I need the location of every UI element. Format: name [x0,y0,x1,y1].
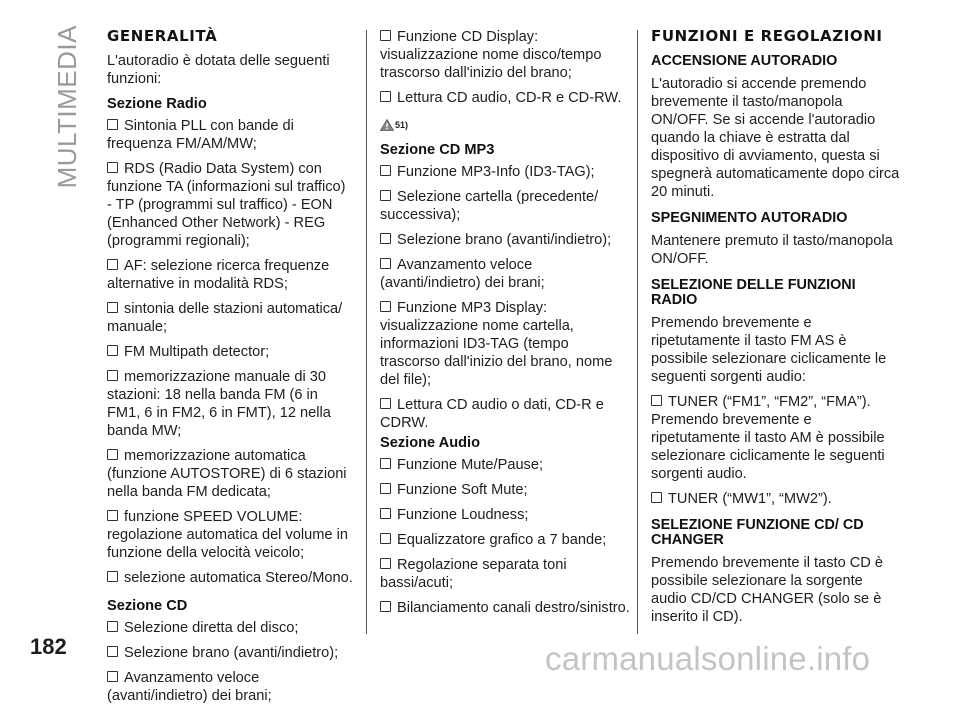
radio-section-title: Sezione Radio [107,96,207,112]
power-off-text: Mantenere premuto il tasto/manopola ON/OFF. [651,233,893,267]
checkbox-bullet-icon [107,449,118,460]
power-on-text: L'autoradio si accende premendo brevemente il tasto/manopola ON/OFF. Se si accende l'autoradio quando la chiave è estratta dal dispositivo di avviamento, questa si spegnerà automaticamente dopo circa 20 minuti. [651,76,900,200]
checkbox-bullet-icon [107,302,118,313]
warning-ref-number: 51) [395,120,409,130]
intro-paragraph: L'autoradio è dotata delle seguenti funzioni: [107,53,330,87]
list-item: Funzione CD Display: visualizzazione nome disco/tempo trascorso dall'inizio del brano; [380,29,602,81]
radio-selection-text: Premendo brevemente e ripetutamente il tasto FM AS è possibile selezionare ciclicamente le seguenti sorgenti audio: [651,315,887,385]
list-item: RDS (Radio Data System) con funzione TA (informazioni sul traffico) - TP (programmi sul traffico) - EON (Enhanced Other Network) - REG (programmi regionali); [107,161,346,249]
checkbox-bullet-icon [107,671,118,682]
list-item: Regolazione separata toni bassi/acuti; [380,557,567,591]
checkbox-bullet-icon [380,30,391,41]
list-item: Funzione Soft Mute; [380,481,630,499]
checkbox-bullet-icon [380,301,391,312]
checkbox-bullet-icon [380,91,391,102]
warning-reference [380,115,630,135]
list-item: Sintonia PLL con bande di frequenza FM/AM/MW; [107,118,294,152]
list-item: Bilanciamento canali destro/sinistro. [380,599,630,617]
checkbox-bullet-icon [380,533,391,544]
column-3 [651,28,901,633]
mp3-section-title: Sezione CD MP3 [380,142,495,158]
checkbox-bullet-icon [107,162,118,173]
checkbox-bullet-icon [107,571,118,582]
list-item: Avanzamento veloce (avanti/indietro) dei brani; [380,257,545,291]
column-2 [380,28,630,624]
warning-triangle-icon [380,119,394,131]
checkbox-bullet-icon [380,508,391,519]
cd-section-title: Sezione CD [107,598,188,614]
list-item: Funzione Loudness; [380,506,630,524]
list-item: Funzione MP3-Info (ID3-TAG); [380,163,630,181]
list-item: TUNER (“MW1”, “MW2”). [651,490,901,508]
list-item: TUNER (“FM1”, “FM2”, “FMA”). [651,393,901,411]
list-item: Selezione cartella (precedente/ successiva); [380,189,599,223]
checkbox-bullet-icon [380,458,391,469]
page-number: 182 [30,634,67,659]
checkbox-bullet-icon [107,621,118,632]
heading-generalita: GENERALITÀ [107,27,218,45]
checkbox-bullet-icon [380,233,391,244]
heading-funzioni-regolazioni: FUNZIONI E REGOLAZIONI [651,27,883,45]
list-item: memorizzazione manuale di 30 stazioni: 18 nella banda FM (6 in FM1, 6 in FM2, 6 in FMT), 12 nella banda MW; [107,369,331,439]
radio-selection-text-am: Premendo brevemente e ripetutamente il tasto AM è possibile selezionare ciclicamente le seguenti sorgenti audio. [651,412,885,482]
list-item: Lettura CD audio o dati, CD-R e CDRW. [380,397,604,431]
checkbox-bullet-icon [107,510,118,521]
checkbox-bullet-icon [107,259,118,270]
list-item: Funzione Mute/Pause; [380,456,630,474]
checkbox-bullet-icon [380,190,391,201]
checkbox-bullet-icon [380,558,391,569]
list-item: FM Multipath detector; [107,343,353,361]
cd-selection-title: SELEZIONE FUNZIONE CD/ CD CHANGER [651,517,864,548]
list-item: Selezione brano (avanti/indietro); [380,231,630,249]
list-item: Selezione brano (avanti/indietro); [107,644,353,662]
list-item: sintonia delle stazioni automatica/ manuale; [107,301,343,335]
checkbox-bullet-icon [651,395,662,406]
list-item: Lettura CD audio, CD-R e CD-RW. [380,89,630,107]
checkbox-bullet-icon [380,601,391,612]
checkbox-bullet-icon [380,398,391,409]
list-item: AF: selezione ricerca frequenze alternative in modalità RDS; [107,258,330,292]
section-side-label: MULTIMEDIA [52,25,82,189]
checkbox-bullet-icon [107,646,118,657]
checkbox-bullet-icon [651,492,662,503]
checkbox-bullet-icon [107,345,118,356]
list-item: Equalizzatore grafico a 7 bande; [380,531,630,549]
power-off-title: SPEGNIMENTO AUTORADIO [651,210,848,226]
cd-selection-text: Premendo brevemente il tasto CD è possibile selezionare la sorgente audio CD/CD CHANGER (solo se è inserito il CD). [651,555,883,625]
list-item: Funzione MP3 Display: visualizzazione nome cartella, informazioni ID3-TAG (tempo trascorso dall'inizio del brano, nome del file); [380,300,613,388]
checkbox-bullet-icon [380,483,391,494]
checkbox-bullet-icon [107,119,118,130]
list-item: Avanzamento veloce (avanti/indietro) dei brani; [107,670,272,704]
checkbox-bullet-icon [380,165,391,176]
column-divider [366,30,367,634]
power-on-title: ACCENSIONE AUTORADIO [651,53,838,69]
column-1 [107,28,353,712]
checkbox-bullet-icon [380,258,391,269]
watermark-text: carmanualsonline.info [545,640,871,677]
list-item: Selezione diretta del disco; [107,619,353,637]
list-item: funzione SPEED VOLUME: regolazione automatica del volume in funzione della velocità veicolo; [107,509,348,561]
checkbox-bullet-icon [107,370,118,381]
radio-selection-title: SELEZIONE DELLE FUNZIONI RADIO [651,277,856,308]
column-divider [637,30,638,634]
list-item: memorizzazione automatica (funzione AUTOSTORE) di 6 stazioni nella banda FM dedicata; [107,448,347,500]
audio-section-title: Sezione Audio [380,435,480,451]
list-item: selezione automatica Stereo/Mono. [107,569,353,587]
